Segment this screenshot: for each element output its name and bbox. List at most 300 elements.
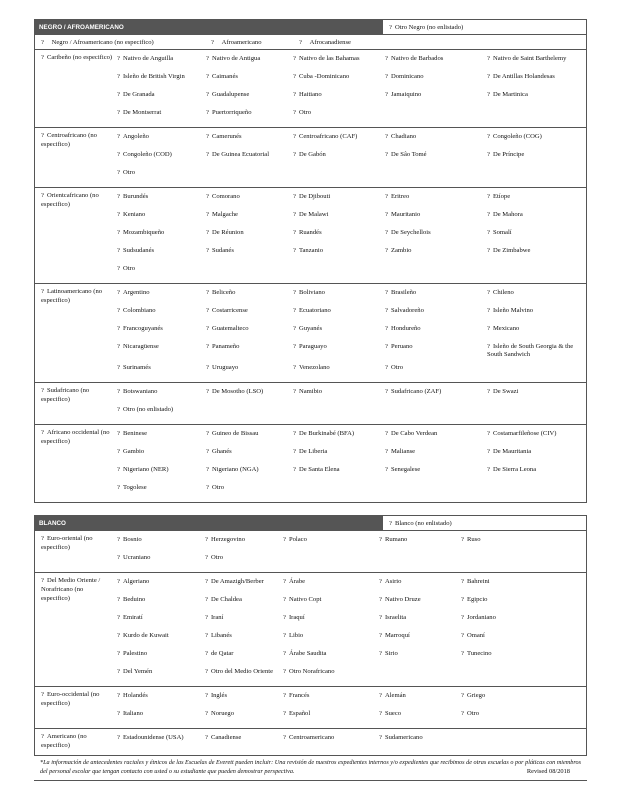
option[interactable]: [293, 362, 385, 380]
checkbox-icon[interactable]: ?: [379, 710, 382, 718]
checkbox-icon[interactable]: ?: [117, 596, 120, 604]
option[interactable]: [293, 107, 385, 125]
option[interactable]: [293, 305, 385, 323]
option[interactable]: [461, 594, 586, 612]
checkbox-icon[interactable]: ?: [389, 519, 392, 527]
checkbox-icon[interactable]: ?: [283, 650, 286, 658]
checkbox-icon[interactable]: ?: [41, 577, 44, 585]
checkbox-icon[interactable]: ?: [283, 632, 286, 640]
checkbox-icon[interactable]: ?: [41, 288, 44, 295]
option[interactable]: [206, 209, 293, 227]
checkbox-icon[interactable]: ?: [283, 536, 286, 544]
option[interactable]: [206, 287, 293, 305]
checkbox-icon[interactable]: ?: [117, 554, 120, 562]
checkbox-icon[interactable]: ?: [487, 343, 490, 350]
option[interactable]: [487, 89, 586, 107]
option[interactable]: [117, 630, 205, 648]
checkbox-icon[interactable]: ?: [487, 448, 490, 456]
section-option[interactable]: [35, 383, 117, 424]
checkbox-icon[interactable]: ?: [293, 109, 296, 116]
section-option[interactable]: [35, 50, 117, 127]
checkbox-icon[interactable]: ?: [117, 289, 120, 296]
option[interactable]: [293, 428, 385, 446]
checkbox-icon[interactable]: ?: [206, 247, 209, 254]
option[interactable]: [206, 482, 293, 500]
option[interactable]: [487, 53, 586, 71]
checkbox-icon[interactable]: ?: [206, 55, 209, 62]
section-option[interactable]: [35, 188, 117, 283]
checkbox-icon[interactable]: ?: [206, 211, 209, 218]
checkbox-icon[interactable]: ?: [205, 632, 208, 640]
checkbox-icon[interactable]: ?: [41, 54, 44, 61]
option[interactable]: [293, 227, 385, 245]
checkbox-icon[interactable]: ?: [283, 692, 286, 700]
option[interactable]: [283, 732, 379, 753]
option[interactable]: [293, 287, 385, 305]
option[interactable]: [293, 191, 385, 209]
option[interactable]: [117, 149, 206, 167]
checkbox-icon[interactable]: ?: [117, 169, 120, 176]
checkbox-icon[interactable]: ?: [385, 211, 388, 218]
checkbox-icon[interactable]: ?: [379, 650, 382, 658]
option[interactable]: [283, 648, 379, 666]
checkbox-icon[interactable]: ?: [293, 388, 296, 396]
option[interactable]: [117, 263, 206, 281]
checkbox-icon[interactable]: ?: [205, 710, 208, 718]
option[interactable]: [206, 107, 293, 125]
checkbox-icon[interactable]: ?: [117, 448, 120, 456]
checkbox-icon[interactable]: ?: [41, 387, 44, 395]
checkbox-icon[interactable]: ?: [293, 247, 296, 254]
checkbox-icon[interactable]: ?: [41, 429, 44, 437]
option[interactable]: [385, 89, 487, 107]
option[interactable]: [283, 708, 379, 726]
checkbox-icon[interactable]: ?: [379, 632, 382, 640]
checkbox-icon[interactable]: ?: [461, 578, 464, 586]
section-option[interactable]: [35, 284, 117, 382]
option[interactable]: [487, 209, 586, 227]
checkbox-icon[interactable]: ?: [385, 55, 388, 62]
option[interactable]: [206, 464, 293, 482]
option[interactable]: [205, 666, 283, 684]
option[interactable]: [117, 428, 206, 446]
checkbox-icon[interactable]: ?: [205, 578, 208, 586]
option[interactable]: [385, 227, 487, 245]
option[interactable]: [205, 690, 283, 708]
checkbox-icon[interactable]: ?: [293, 289, 296, 296]
checkbox-icon[interactable]: ?: [117, 578, 120, 586]
option[interactable]: [461, 612, 586, 630]
checkbox-icon[interactable]: ?: [206, 484, 209, 492]
checkbox-icon[interactable]: ?: [206, 364, 209, 372]
option[interactable]: [487, 227, 586, 245]
checkbox-icon[interactable]: ?: [117, 193, 120, 200]
option[interactable]: [206, 53, 293, 71]
checkbox-icon[interactable]: ?: [385, 229, 388, 236]
option[interactable]: [385, 428, 487, 446]
checkbox-icon[interactable]: ?: [117, 484, 120, 492]
checkbox-icon[interactable]: ?: [117, 632, 120, 640]
option[interactable]: [117, 131, 206, 149]
checkbox-icon[interactable]: ?: [379, 692, 382, 700]
checkbox-icon[interactable]: ?: [487, 151, 490, 158]
option[interactable]: [206, 341, 293, 362]
checkbox-icon[interactable]: ?: [487, 247, 490, 254]
option[interactable]: [117, 191, 206, 209]
checkbox-icon[interactable]: ?: [117, 650, 120, 658]
checkbox-icon[interactable]: ?: [205, 614, 208, 622]
white-other-option[interactable]: ? Blanco (no enlistado): [383, 516, 586, 530]
option[interactable]: [487, 287, 586, 305]
checkbox-icon[interactable]: ?: [205, 668, 208, 676]
checkbox-icon[interactable]: ?: [117, 229, 120, 236]
checkbox-icon[interactable]: ?: [117, 430, 120, 438]
option[interactable]: [293, 209, 385, 227]
option[interactable]: [461, 648, 586, 666]
option[interactable]: [205, 732, 283, 753]
section-option[interactable]: [35, 687, 117, 728]
checkbox-icon[interactable]: ?: [487, 91, 490, 98]
checkbox-icon[interactable]: ?: [117, 466, 120, 474]
option[interactable]: [117, 534, 205, 552]
checkbox-icon[interactable]: ?: [117, 247, 120, 254]
option[interactable]: [293, 71, 385, 89]
checkbox-icon[interactable]: ?: [283, 614, 286, 622]
checkbox-icon[interactable]: ?: [385, 430, 388, 438]
option[interactable]: [117, 227, 206, 245]
option[interactable]: [293, 131, 385, 149]
option[interactable]: [117, 648, 205, 666]
checkbox-icon[interactable]: ?: [206, 430, 209, 438]
checkbox-icon[interactable]: ?: [117, 364, 120, 372]
checkbox-icon[interactable]: ?: [487, 193, 490, 200]
option[interactable]: [283, 690, 379, 708]
option[interactable]: [487, 341, 586, 362]
option[interactable]: [283, 666, 379, 684]
checkbox-icon[interactable]: ?: [117, 734, 120, 742]
checkbox-icon[interactable]: ?: [385, 388, 388, 396]
checkbox-icon[interactable]: ?: [283, 578, 286, 586]
checkbox-icon[interactable]: ?: [385, 307, 388, 314]
checkbox-icon[interactable]: ?: [293, 307, 296, 314]
option[interactable]: [117, 666, 205, 684]
checkbox-icon[interactable]: ?: [206, 193, 209, 200]
option[interactable]: [117, 362, 206, 380]
option[interactable]: [117, 167, 206, 185]
option[interactable]: [206, 191, 293, 209]
option[interactable]: [117, 53, 206, 71]
option[interactable]: [379, 534, 461, 552]
section-option[interactable]: [35, 729, 117, 755]
checkbox-icon[interactable]: ?: [487, 289, 490, 296]
option[interactable]: [379, 690, 461, 708]
option[interactable]: [283, 576, 379, 594]
checkbox-icon[interactable]: ?: [283, 596, 286, 604]
option[interactable]: [379, 594, 461, 612]
option[interactable]: ? Negro / Afroamericano (no especifico): [41, 38, 154, 46]
option[interactable]: [293, 89, 385, 107]
option[interactable]: [117, 341, 206, 362]
checkbox-icon[interactable]: ?: [293, 229, 296, 236]
checkbox-icon[interactable]: ?: [461, 710, 464, 718]
option[interactable]: [293, 245, 385, 263]
option[interactable]: [205, 594, 283, 612]
checkbox-icon[interactable]: ?: [206, 307, 209, 314]
checkbox-icon[interactable]: ?: [385, 247, 388, 254]
checkbox-icon[interactable]: ?: [206, 91, 209, 98]
option[interactable]: [385, 464, 487, 482]
option[interactable]: [283, 534, 379, 552]
option[interactable]: [385, 323, 487, 341]
option[interactable]: [461, 630, 586, 648]
option[interactable]: [206, 446, 293, 464]
checkbox-icon[interactable]: ?: [385, 289, 388, 296]
option[interactable]: [487, 386, 586, 404]
checkbox-icon[interactable]: ?: [487, 211, 490, 218]
option[interactable]: [117, 386, 206, 404]
option[interactable]: [385, 305, 487, 323]
checkbox-icon[interactable]: ?: [206, 133, 209, 140]
option[interactable]: [487, 149, 586, 167]
option[interactable]: [205, 534, 283, 552]
checkbox-icon[interactable]: ?: [283, 734, 286, 742]
option[interactable]: [487, 71, 586, 89]
option[interactable]: [283, 594, 379, 612]
checkbox-icon[interactable]: ?: [379, 614, 382, 622]
option[interactable]: [117, 209, 206, 227]
checkbox-icon[interactable]: ?: [283, 668, 286, 676]
checkbox-icon[interactable]: ?: [206, 73, 209, 80]
checkbox-icon[interactable]: ?: [293, 325, 296, 332]
checkbox-icon[interactable]: ?: [117, 692, 120, 700]
option[interactable]: [117, 612, 205, 630]
option[interactable]: [487, 464, 586, 482]
checkbox-icon[interactable]: ?: [206, 151, 209, 158]
option[interactable]: [117, 690, 205, 708]
checkbox-icon[interactable]: ?: [117, 406, 120, 414]
checkbox-icon[interactable]: ?: [206, 229, 209, 236]
checkbox-icon[interactable]: ?: [461, 692, 464, 700]
checkbox-icon[interactable]: ?: [487, 466, 490, 474]
option[interactable]: [385, 362, 487, 380]
option[interactable]: [206, 362, 293, 380]
checkbox-icon[interactable]: ?: [379, 536, 382, 544]
option[interactable]: [117, 708, 205, 726]
option[interactable]: [461, 576, 586, 594]
checkbox-icon[interactable]: ?: [487, 325, 490, 332]
checkbox-icon[interactable]: ?: [487, 229, 490, 236]
checkbox-icon[interactable]: ?: [293, 430, 296, 438]
option[interactable]: ? Afrocanadiense: [299, 38, 351, 46]
option[interactable]: [293, 446, 385, 464]
checkbox-icon[interactable]: ?: [487, 73, 490, 80]
checkbox-icon[interactable]: ?: [41, 132, 44, 139]
checkbox-icon[interactable]: ?: [385, 151, 388, 158]
option[interactable]: [385, 131, 487, 149]
section-option[interactable]: [35, 128, 117, 187]
option[interactable]: [117, 245, 206, 263]
checkbox-icon[interactable]: ?: [487, 307, 490, 314]
option[interactable]: [487, 323, 586, 341]
checkbox-icon[interactable]: ?: [379, 578, 382, 586]
option[interactable]: [206, 245, 293, 263]
option[interactable]: [487, 446, 586, 464]
option[interactable]: [461, 708, 586, 726]
option[interactable]: [379, 732, 461, 753]
option[interactable]: [117, 552, 205, 570]
option[interactable]: [385, 245, 487, 263]
option[interactable]: [283, 612, 379, 630]
checkbox-icon[interactable]: ?: [293, 211, 296, 218]
checkbox-icon[interactable]: ?: [293, 466, 296, 474]
checkbox-icon[interactable]: ?: [487, 430, 490, 438]
option[interactable]: [487, 428, 586, 446]
checkbox-icon[interactable]: ?: [205, 554, 208, 562]
option[interactable]: [379, 648, 461, 666]
option[interactable]: [385, 446, 487, 464]
checkbox-icon[interactable]: ?: [293, 343, 296, 350]
checkbox-icon[interactable]: ?: [461, 632, 464, 640]
checkbox-icon[interactable]: ?: [117, 211, 120, 218]
option[interactable]: [293, 323, 385, 341]
option[interactable]: [385, 71, 487, 89]
checkbox-icon[interactable]: ?: [385, 325, 388, 332]
option[interactable]: [487, 191, 586, 209]
checkbox-icon[interactable]: ?: [379, 596, 382, 604]
option[interactable]: [293, 464, 385, 482]
option[interactable]: [205, 708, 283, 726]
option[interactable]: [205, 648, 283, 666]
option[interactable]: [283, 630, 379, 648]
option[interactable]: [117, 594, 205, 612]
checkbox-icon[interactable]: ?: [206, 343, 209, 350]
checkbox-icon[interactable]: ?: [385, 364, 388, 372]
option[interactable]: [117, 305, 206, 323]
checkbox-icon[interactable]: ?: [385, 73, 388, 80]
option[interactable]: [206, 89, 293, 107]
checkbox-icon[interactable]: ?: [117, 536, 120, 544]
checkbox-icon[interactable]: ?: [206, 466, 209, 474]
option[interactable]: [205, 612, 283, 630]
checkbox-icon[interactable]: ?: [461, 650, 464, 658]
checkbox-icon[interactable]: ?: [461, 596, 464, 604]
option[interactable]: [117, 446, 206, 464]
option[interactable]: [385, 209, 487, 227]
option[interactable]: [206, 323, 293, 341]
option[interactable]: [206, 71, 293, 89]
option[interactable]: [487, 245, 586, 263]
option[interactable]: [117, 732, 205, 753]
option[interactable]: [206, 131, 293, 149]
checkbox-icon[interactable]: ?: [117, 55, 120, 62]
checkbox-icon[interactable]: ?: [293, 364, 296, 372]
checkbox-icon[interactable]: ?: [487, 133, 490, 140]
option[interactable]: [385, 53, 487, 71]
option[interactable]: [206, 305, 293, 323]
checkbox-icon[interactable]: ?: [293, 73, 296, 80]
checkbox-icon[interactable]: ?: [41, 535, 44, 543]
checkbox-icon[interactable]: ?: [293, 448, 296, 456]
checkbox-icon[interactable]: ?: [205, 692, 208, 700]
option[interactable]: [117, 71, 206, 89]
option[interactable]: [379, 708, 461, 726]
checkbox-icon[interactable]: ?: [117, 325, 120, 332]
checkbox-icon[interactable]: ?: [385, 343, 388, 350]
option[interactable]: [461, 534, 586, 552]
option[interactable]: [205, 576, 283, 594]
checkbox-icon[interactable]: ?: [293, 55, 296, 62]
checkbox-icon[interactable]: ?: [117, 91, 120, 98]
checkbox-icon[interactable]: ?: [206, 388, 209, 396]
checkbox-icon[interactable]: ?: [117, 614, 120, 622]
checkbox-icon[interactable]: ?: [206, 109, 209, 116]
option[interactable]: [461, 690, 586, 708]
option[interactable]: [385, 341, 487, 362]
checkbox-icon[interactable]: ?: [385, 466, 388, 474]
option[interactable]: [205, 630, 283, 648]
option[interactable]: [117, 576, 205, 594]
option[interactable]: [293, 386, 385, 404]
option[interactable]: [117, 404, 206, 422]
option[interactable]: [117, 464, 206, 482]
section-option[interactable]: [35, 573, 117, 686]
checkbox-icon[interactable]: ?: [117, 343, 120, 350]
checkbox-icon[interactable]: ?: [117, 710, 120, 718]
checkbox-icon[interactable]: ?: [385, 448, 388, 456]
checkbox-icon[interactable]: ?: [293, 91, 296, 98]
checkbox-icon[interactable]: ?: [117, 265, 120, 272]
checkbox-icon[interactable]: ?: [487, 388, 490, 396]
checkbox-icon[interactable]: ?: [379, 734, 382, 742]
option[interactable]: [487, 131, 586, 149]
checkbox-icon[interactable]: ?: [293, 151, 296, 158]
option[interactable]: [206, 386, 293, 404]
checkbox-icon[interactable]: ?: [205, 596, 208, 604]
checkbox-icon[interactable]: ?: [117, 307, 120, 314]
checkbox-icon[interactable]: ?: [41, 691, 44, 699]
checkbox-icon[interactable]: ?: [461, 614, 464, 622]
option[interactable]: [379, 630, 461, 648]
option[interactable]: [379, 612, 461, 630]
option[interactable]: [117, 482, 206, 500]
option[interactable]: [206, 227, 293, 245]
checkbox-icon[interactable]: ?: [117, 109, 120, 116]
checkbox-icon[interactable]: ?: [385, 193, 388, 200]
checkbox-icon[interactable]: ?: [205, 734, 208, 742]
option[interactable]: [487, 305, 586, 323]
checkbox-icon[interactable]: ?: [117, 668, 120, 676]
checkbox-icon[interactable]: ?: [117, 133, 120, 140]
option[interactable]: [117, 287, 206, 305]
checkbox-icon[interactable]: ?: [487, 55, 490, 62]
option[interactable]: ? Afroamericano: [211, 38, 262, 46]
checkbox-icon[interactable]: ?: [293, 133, 296, 140]
checkbox-icon[interactable]: ?: [117, 73, 120, 80]
option[interactable]: [206, 428, 293, 446]
option[interactable]: [205, 552, 283, 570]
checkbox-icon[interactable]: ?: [293, 193, 296, 200]
option[interactable]: [385, 386, 487, 404]
checkbox-icon[interactable]: ?: [385, 91, 388, 98]
black-other-option[interactable]: ? Otro Negro (no enlistado): [383, 20, 586, 34]
checkbox-icon[interactable]: ?: [205, 536, 208, 544]
checkbox-icon[interactable]: ?: [41, 192, 44, 199]
checkbox-icon[interactable]: ?: [117, 151, 120, 158]
option[interactable]: [206, 149, 293, 167]
option[interactable]: [293, 53, 385, 71]
option[interactable]: [379, 576, 461, 594]
section-option[interactable]: [35, 531, 117, 572]
